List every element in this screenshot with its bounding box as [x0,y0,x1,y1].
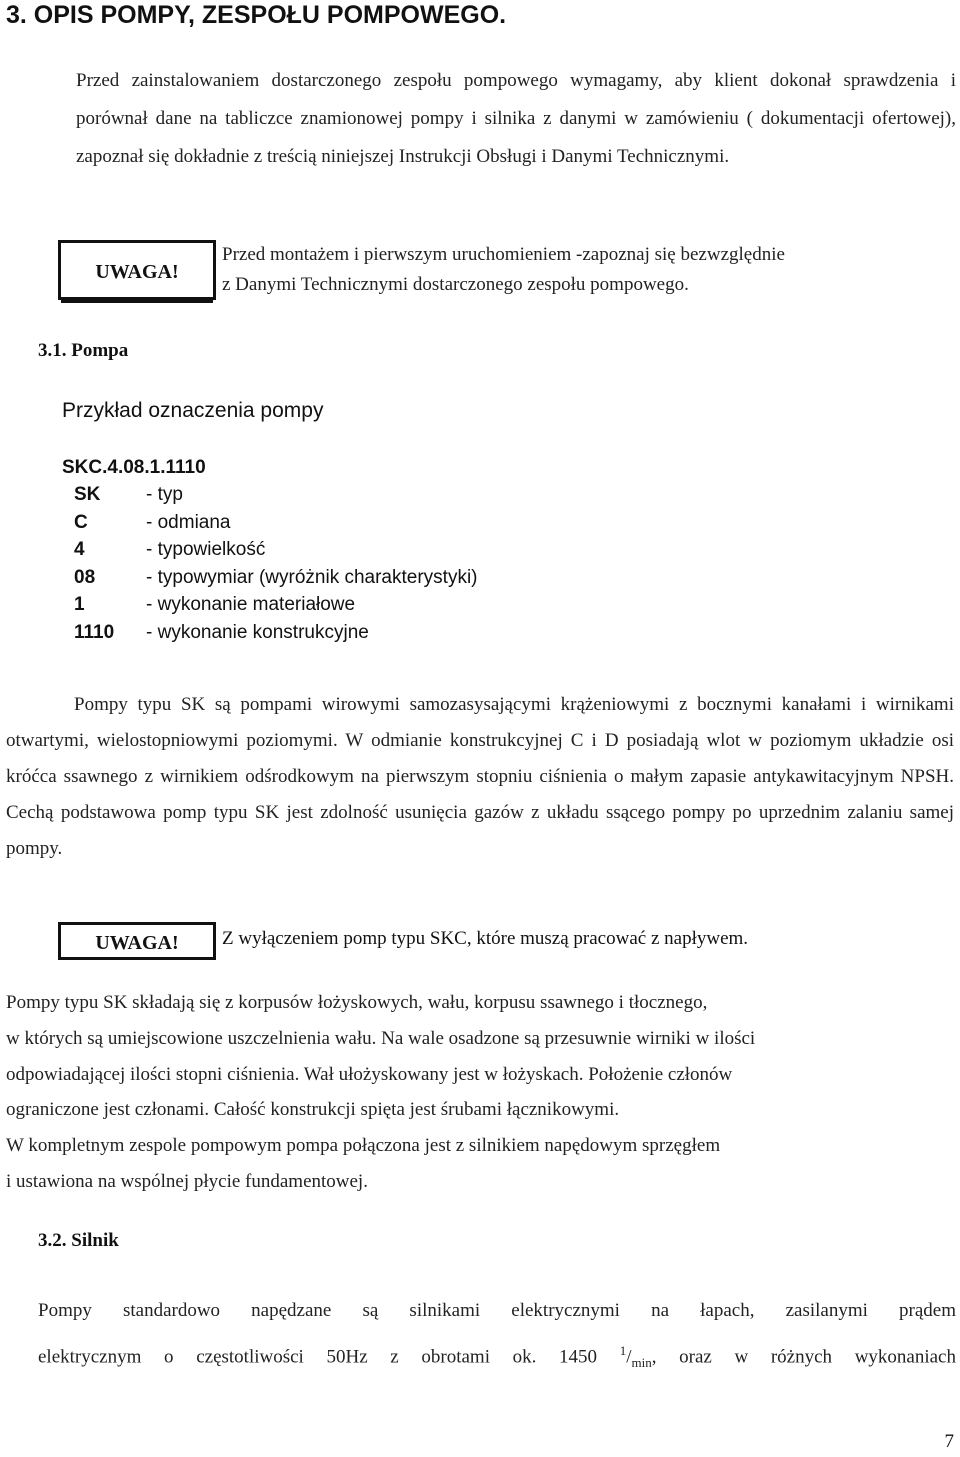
code-desc: - typowymiar (wyróżnik charakterystyki) [146,566,478,588]
pump-description-paragraph: Pompy typu SK są pompami wirowymi samozasysającymi krążeniowymi z bocznymi kanałami i wirnikami otwartymi, wielostopniowymi poziomymi. W odmianie konstrukcyjnej C i D posiadają wlot w poziomym układzie osi króćca ssawnego z wirnikiem odśrodkowym na pierwszym stopniu ciśnienia o małym zapasie antykawitacyjnym NPSH. Cechą podstawowa pomp typu SK jest zdolność usunięcia gazów z układu ssącego pompy po uprzednim zalaniu samej pompy. [6,694,954,859]
code-key: 1 [74,594,85,615]
code-desc: - wykonanie konstrukcyjne [146,621,369,643]
paragraph-line: Pompy standardowo napędzane są silnikami elektrycznymi na łapach, zasilanymi prądem [38,1300,956,1321]
code-desc: - typowielkość [146,539,266,560]
code-row [74,619,478,647]
code-row [74,509,478,537]
code-row [74,591,478,619]
warning-text-1 [222,240,952,300]
code-row [74,564,478,592]
code-key: SK [74,484,101,505]
speed-unit-slash: / [626,1346,632,1368]
speed-unit-denominator: min [631,1355,652,1371]
code-desc: - typ [146,484,183,505]
warning-label-1: UWAGA! [58,240,216,300]
motor-speed-text: elektrycznym o częstotliwości 50Hz z obrotami ok. 1450 [38,1346,598,1368]
code-key: C [74,511,88,533]
paragraph-line: odpowiadającej ilości stopni ciśnienia. Wał ułożyskowany jest w łożyskach. Położenie członów [6,1063,733,1085]
section-heading-pompa: 3.1. Pompa [38,340,129,361]
warning-label-2: UWAGA! [58,922,216,960]
pump-code: SKC.4.08.1.1110 [62,457,206,478]
paragraph-line [38,1331,956,1383]
example-title: Przykład oznaczenia pompy [62,399,324,422]
intro-paragraph: Przed zainstalowaniem dostarczonego zespołu pompowego wymagamy, aby klient dokonał sprawdzenia i porównał dane na tabliczce znamionowej pompy i silnika z danymi w zamówieniu ( dokumentacji ofertowej), zapoznał się dokładnie z treścią niniejszej Instrukcji Obsługi i Danymi Technicznymi. [76,70,956,167]
code-desc: - odmiana [146,511,231,533]
code-desc: - wykonanie materiałowe [146,594,356,615]
code-legend [74,481,478,646]
pump-construction-paragraph [6,985,954,1200]
paragraph-line: Pompy typu SK składają się z korpusów łożyskowych, wału, korpusu ssawnego i tłocznego, [6,992,708,1013]
code-key: 1110 [74,621,115,643]
motor-variants-text: , oraz w różnych wykonaniach [651,1346,956,1368]
speed-unit-numerator: 1 [619,1343,627,1358]
warning-text-2: Z wyłączeniem pomp typu SKC, które muszą pracować z napływem. [222,928,749,949]
paragraph-line: w których są umiejscowione uszczelnienia wału. Na wale osadzone są przesuwnie wirniki w ilości [6,1027,756,1049]
paragraph-line: W kompletnym zespole pompowym pompa połączona jest z silnikiem napędowym sprzęgłem [6,1135,721,1157]
paragraph-line: i ustawiona na wspólnej płycie fundamentowej. [6,1170,368,1192]
section-heading-silnik: 3.2. Silnik [38,1230,119,1251]
page-number: 7 [944,1431,954,1452]
warning-text-1-line1: Przed montażem i pierwszym uruchomieniem -zapoznaj się bezwzględnie [222,244,785,265]
motor-paragraph [38,1291,956,1383]
code-key: 08 [74,566,96,588]
code-key: 4 [74,539,85,560]
page-heading: 3. OPIS POMPY, ZESPOŁU POMPOWEGO. [6,1,507,29]
warning-text-1-line2: z Danymi Technicznymi dostarczonego zespołu pompowego. [222,274,689,295]
code-row [74,481,478,509]
paragraph-line: ograniczone jest członami. Całość konstrukcji spięta jest śrubami łącznikowymi. [6,1099,620,1121]
code-row [74,536,478,564]
